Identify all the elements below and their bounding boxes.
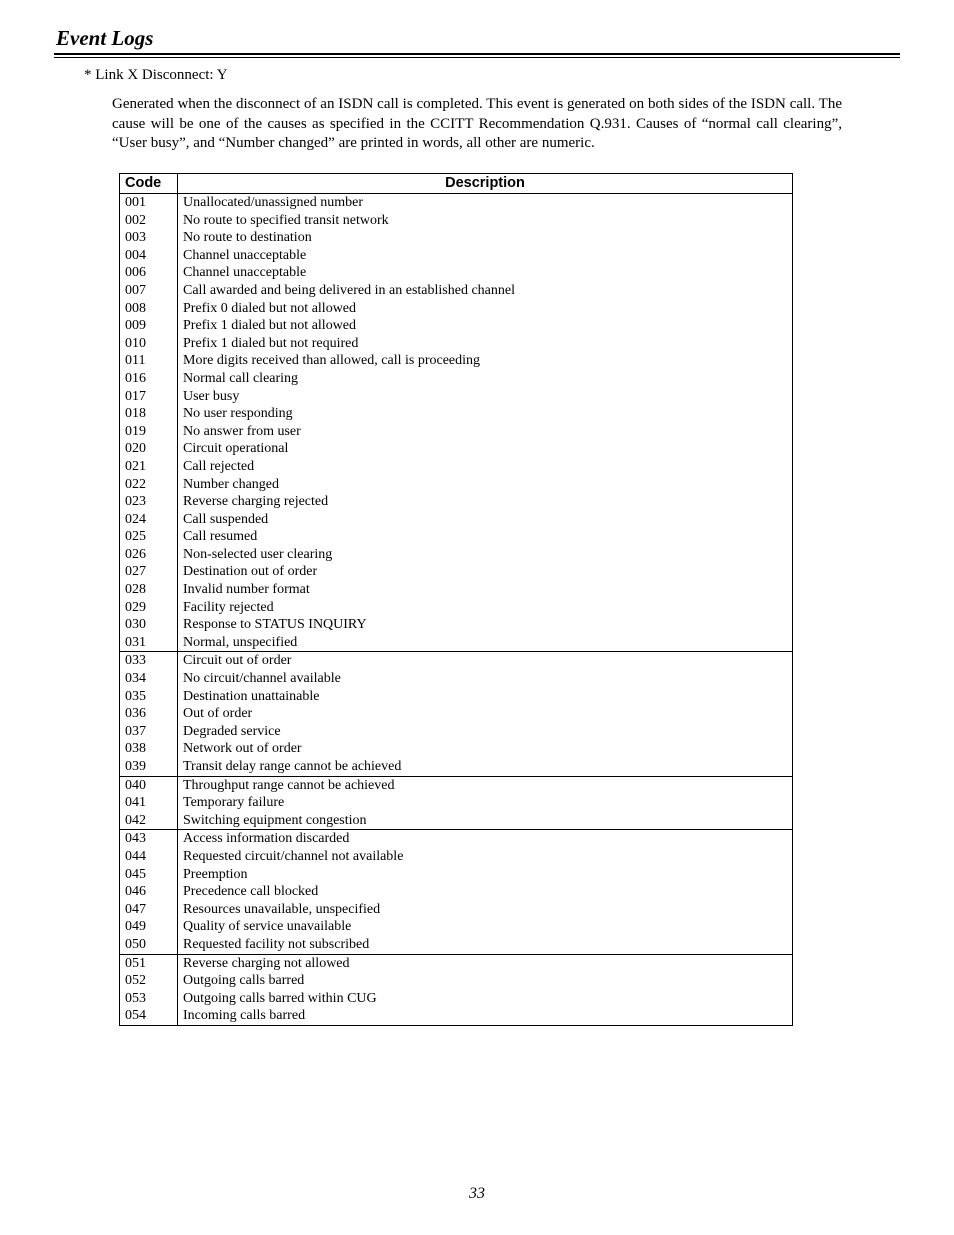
cell-code: 017 xyxy=(120,388,178,406)
cell-code: 002 xyxy=(120,212,178,230)
cell-description: No circuit/channel available xyxy=(178,670,793,688)
cell-description: Requested circuit/channel not available xyxy=(178,848,793,866)
cell-code: 044 xyxy=(120,848,178,866)
cell-code: 010 xyxy=(120,335,178,353)
table-row xyxy=(120,528,793,546)
cell-description: Normal call clearing xyxy=(178,370,793,388)
cell-description: Incoming calls barred xyxy=(178,1007,793,1025)
cell-code: 028 xyxy=(120,581,178,599)
table-row xyxy=(120,705,793,723)
cell-description: Unallocated/unassigned number xyxy=(178,194,793,212)
table-row xyxy=(120,370,793,388)
cell-description: No route to specified transit network xyxy=(178,212,793,230)
cell-description: Circuit operational xyxy=(178,440,793,458)
table-row xyxy=(120,264,793,282)
cell-description: Resources unavailable, unspecified xyxy=(178,901,793,919)
cell-description: Invalid number format xyxy=(178,581,793,599)
cell-code: 047 xyxy=(120,901,178,919)
cell-code: 003 xyxy=(120,229,178,247)
cell-code: 022 xyxy=(120,476,178,494)
cell-description: Call resumed xyxy=(178,528,793,546)
cell-code: 029 xyxy=(120,599,178,617)
cell-description: Reverse charging not allowed xyxy=(178,954,793,972)
cell-description: Channel unacceptable xyxy=(178,264,793,282)
table-row xyxy=(120,599,793,617)
table-row xyxy=(120,990,793,1008)
cell-description: Call awarded and being delivered in an established channel xyxy=(178,282,793,300)
table-row xyxy=(120,317,793,335)
table-row xyxy=(120,458,793,476)
cell-description: Channel unacceptable xyxy=(178,247,793,265)
cell-code: 040 xyxy=(120,776,178,794)
cell-description: Outgoing calls barred within CUG xyxy=(178,990,793,1008)
table-row xyxy=(120,282,793,300)
table-row xyxy=(120,300,793,318)
table-row xyxy=(120,616,793,634)
cell-code: 050 xyxy=(120,936,178,954)
table-row xyxy=(120,883,793,901)
table-row xyxy=(120,740,793,758)
cell-code: 043 xyxy=(120,830,178,848)
cell-code: 019 xyxy=(120,423,178,441)
table-row xyxy=(120,954,793,972)
table-row xyxy=(120,581,793,599)
cell-code: 016 xyxy=(120,370,178,388)
cell-description: No answer from user xyxy=(178,423,793,441)
table-row xyxy=(120,493,793,511)
column-header-description: Description xyxy=(178,174,793,194)
cell-description: Call suspended xyxy=(178,511,793,529)
table-row xyxy=(120,476,793,494)
cell-description: User busy xyxy=(178,388,793,406)
event-description: Generated when the disconnect of an ISDN call is completed. This event is generated on both sides of the ISDN call. The cause will be one of the causes as specified in the CCITT Recommendation Q.931. Causes of “normal call clearing”, “User busy”, and “Number changed” are printed in words, all other are numeric. xyxy=(112,96,842,151)
table-row xyxy=(120,352,793,370)
table-row xyxy=(120,511,793,529)
cell-code: 024 xyxy=(120,511,178,529)
table-row xyxy=(120,563,793,581)
table-row xyxy=(120,972,793,990)
cell-code: 054 xyxy=(120,1007,178,1025)
cell-code: 026 xyxy=(120,546,178,564)
page-number: 33 xyxy=(469,1185,485,1202)
cell-description: Response to STATUS INQUIRY xyxy=(178,616,793,634)
cell-code: 030 xyxy=(120,616,178,634)
cell-code: 053 xyxy=(120,990,178,1008)
cell-description: Transit delay range cannot be achieved xyxy=(178,758,793,776)
cell-code: 037 xyxy=(120,723,178,741)
cell-description: No user responding xyxy=(178,405,793,423)
event-heading: * Link X Disconnect: Y xyxy=(84,67,228,83)
cell-code: 046 xyxy=(120,883,178,901)
table-row xyxy=(120,848,793,866)
cell-code: 001 xyxy=(120,194,178,212)
cell-description: Reverse charging rejected xyxy=(178,493,793,511)
cell-code: 036 xyxy=(120,705,178,723)
cell-code: 049 xyxy=(120,918,178,936)
table-row xyxy=(120,229,793,247)
cell-code: 045 xyxy=(120,866,178,884)
table-row xyxy=(120,723,793,741)
cell-description: Destination unattainable xyxy=(178,688,793,706)
table-row xyxy=(120,388,793,406)
table-row xyxy=(120,335,793,353)
table-row xyxy=(120,423,793,441)
table-row xyxy=(120,758,793,776)
cell-code: 033 xyxy=(120,652,178,670)
table-row xyxy=(120,936,793,954)
cell-description: Network out of order xyxy=(178,740,793,758)
cell-description: Requested facility not subscribed xyxy=(178,936,793,954)
cell-code: 027 xyxy=(120,563,178,581)
table-row xyxy=(120,634,793,652)
cell-description: More digits received than allowed, call is proceeding xyxy=(178,352,793,370)
cell-description: Call rejected xyxy=(178,458,793,476)
cell-code: 004 xyxy=(120,247,178,265)
cell-code: 034 xyxy=(120,670,178,688)
table-row xyxy=(120,688,793,706)
table-row xyxy=(120,918,793,936)
column-header-code: Code xyxy=(120,174,178,194)
page-header-title: Event Logs xyxy=(56,26,154,50)
cell-code: 023 xyxy=(120,493,178,511)
table-row xyxy=(120,901,793,919)
table-row xyxy=(120,247,793,265)
table-row xyxy=(120,405,793,423)
table-row xyxy=(120,212,793,230)
cell-description: Prefix 1 dialed but not required xyxy=(178,335,793,353)
cell-code: 025 xyxy=(120,528,178,546)
cell-description: Number changed xyxy=(178,476,793,494)
cell-code: 018 xyxy=(120,405,178,423)
cell-description: Temporary failure xyxy=(178,794,793,812)
cell-description: Prefix 0 dialed but not allowed xyxy=(178,300,793,318)
table-row xyxy=(120,776,793,794)
cell-code: 042 xyxy=(120,812,178,830)
cell-description: Facility rejected xyxy=(178,599,793,617)
cell-description: Outgoing calls barred xyxy=(178,972,793,990)
table-row xyxy=(120,652,793,670)
table-row xyxy=(120,794,793,812)
cell-description: Degraded service xyxy=(178,723,793,741)
header-rule-thin xyxy=(54,57,900,58)
cell-code: 007 xyxy=(120,282,178,300)
cell-description: Preemption xyxy=(178,866,793,884)
cell-description: Normal, unspecified xyxy=(178,634,793,652)
cause-code-table xyxy=(119,173,793,1026)
cell-description: Circuit out of order xyxy=(178,652,793,670)
cell-description: Throughput range cannot be achieved xyxy=(178,776,793,794)
cell-description: Non-selected user clearing xyxy=(178,546,793,564)
cell-description: Access information discarded xyxy=(178,830,793,848)
table-body xyxy=(120,194,793,1026)
table-row xyxy=(120,194,793,212)
table-row xyxy=(120,830,793,848)
cell-code: 020 xyxy=(120,440,178,458)
table-row xyxy=(120,546,793,564)
cell-code: 039 xyxy=(120,758,178,776)
table-row xyxy=(120,1007,793,1025)
table-header-row xyxy=(120,174,793,194)
cell-description: Out of order xyxy=(178,705,793,723)
cell-description: Precedence call blocked xyxy=(178,883,793,901)
cell-code: 041 xyxy=(120,794,178,812)
table-row xyxy=(120,866,793,884)
cell-code: 006 xyxy=(120,264,178,282)
cell-code: 052 xyxy=(120,972,178,990)
cell-code: 051 xyxy=(120,954,178,972)
header-rule-thick xyxy=(54,53,900,55)
cell-description: Quality of service unavailable xyxy=(178,918,793,936)
table-row xyxy=(120,812,793,830)
cell-code: 021 xyxy=(120,458,178,476)
cell-code: 009 xyxy=(120,317,178,335)
cell-code: 008 xyxy=(120,300,178,318)
cell-code: 035 xyxy=(120,688,178,706)
cell-description: Switching equipment congestion xyxy=(178,812,793,830)
cell-description: No route to destination xyxy=(178,229,793,247)
cell-description: Prefix 1 dialed but not allowed xyxy=(178,317,793,335)
cell-description: Destination out of order xyxy=(178,563,793,581)
cell-code: 011 xyxy=(120,352,178,370)
cell-code: 031 xyxy=(120,634,178,652)
table-row xyxy=(120,440,793,458)
table-row xyxy=(120,670,793,688)
cell-code: 038 xyxy=(120,740,178,758)
